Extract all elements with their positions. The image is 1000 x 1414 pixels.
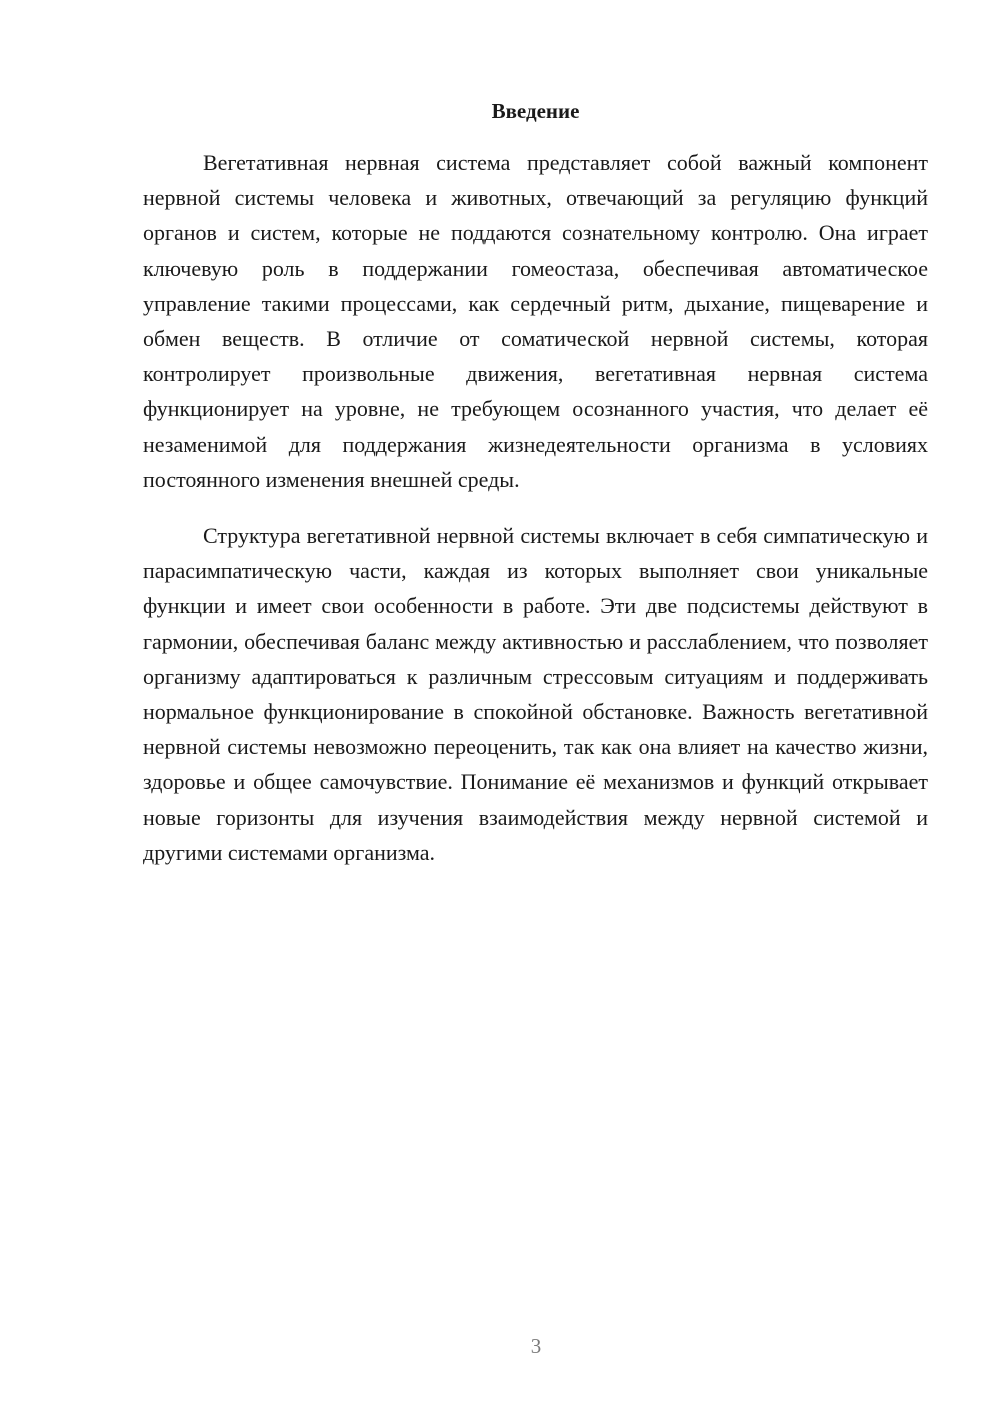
- section-title: Введение: [491, 99, 580, 123]
- page-content: [143, 96, 928, 870]
- paragraph-intro: Вегетативная нервная система представляет собой важный компонент нервной системы человека и животных, отвечающий за регуляцию функций органов и систем, которые не поддаются сознательному контролю. Она играет ключевую роль в поддержании гомеостаза, обеспечивая автоматическое управление такими процессами, как сердечный ритм, дыхание, пищеварение и обмен веществ. В отличие от соматической нервной системы, которая контролирует произвольные движения, вегетативная нервная система функционирует на уровне, не требующем осознанного участия, что делает её незаменимой для поддержания жизнедеятельности организма в условиях постоянного изменения внешней среды.: [143, 150, 928, 492]
- page-number: 3: [530, 1334, 542, 1358]
- paragraph-structure: Структура вегетативной нервной системы включает в себя симпатическую и парасимпатическую части, каждая из которых выполняет свои уникальные функции и имеет свои особенности в работе. Эти две подсистемы действуют в гармонии, обеспечивая баланс между активностью и расслаблением, что позволяет организму адаптироваться к различным стрессовым ситуациям и поддерживать нормальное функционирование в спокойной обстановке. Важность вегетативной нервной системы невозможно переоценить, так как она влияет на качество жизни, здоровье и общее самочувствие. Понимание её механизмов и функций открывает новые горизонты для изучения взаимодействия между нервной системой и другими системами организма.: [143, 523, 928, 865]
